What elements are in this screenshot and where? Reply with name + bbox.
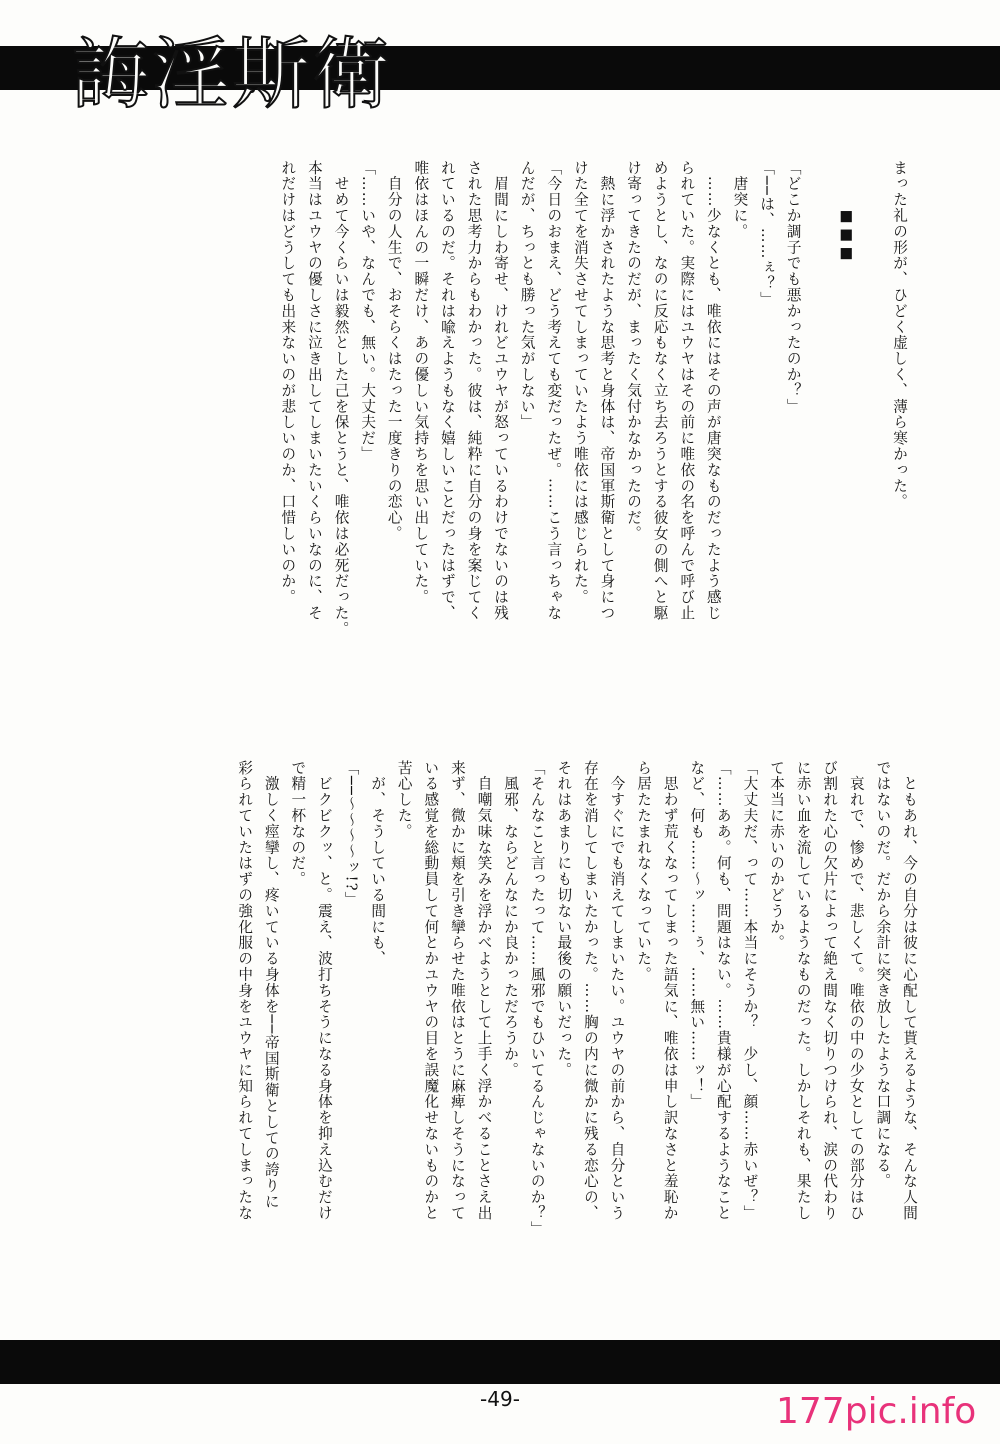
text-line: 本当はユウヤの優しさに泣き出してしまいたいくらいなのに、そ bbox=[305, 160, 323, 622]
text-line: 「……いや、なんでも、無い。大丈夫だ」 bbox=[359, 160, 377, 463]
text-line: 「今日のおまえ、どう考えても変だったぜ。……こう言っちゃな bbox=[545, 160, 563, 622]
footer-bar bbox=[0, 1340, 1000, 1384]
text-line: 「大丈夫だ、って……本当にそうか？ 少し、顔……赤いぜ？」 bbox=[741, 760, 759, 1222]
text-line: めようとし、なのに反応もなく立ち去ろうとする彼女の側へと駆 bbox=[651, 160, 669, 622]
text-line: れだけはどうしても出来ないのが悲しいのか、口惜しいのか。 bbox=[279, 160, 297, 606]
text-line: それはあまりにも切ない最後の願いだった。 bbox=[555, 760, 573, 1078]
text-line: 彩られていたはずの強化服の中身をユウヤに知られてしまったな bbox=[236, 760, 254, 1222]
text-line: 自分の人生で、おそらくはたった一度きりの恋心。 bbox=[385, 160, 403, 542]
text-line: 「どこか調子でも悪かったのか？」 bbox=[784, 160, 802, 415]
text-line: び割れた心の欠片によって絶え間なく切りつけられ、涙の代わり bbox=[821, 760, 839, 1222]
text-line bbox=[859, 160, 886, 720]
text-line: が、そうしている間にも、 bbox=[369, 760, 387, 967]
text-line: 今すぐにでも消えてしまいたい。ユウヤの前から、自分という bbox=[608, 760, 626, 1222]
text-block-top bbox=[274, 160, 912, 720]
text-line: ら居たたまれなくなっていた。 bbox=[635, 760, 653, 983]
page-number: -49- bbox=[480, 1387, 520, 1411]
text-line: 風邪、ならどんなにか良かっただろうか。 bbox=[502, 760, 520, 1078]
text-line: に赤い血を流しているようなものだった。しかしそれも、果たし bbox=[794, 760, 812, 1222]
text-line: で精一杯なのだ。 bbox=[289, 760, 307, 888]
text-line: んだが、ちっとも勝った気がしない」 bbox=[518, 160, 536, 431]
page-title: 誨淫斯衛 bbox=[72, 30, 393, 120]
text-line: 自嘲気味な笑みを浮かべようとして上手く浮かべることさえ出 bbox=[475, 760, 493, 1222]
text-line: 思わず荒くなってしまった語気に、唯依は申し訳なさと羞恥か bbox=[661, 760, 679, 1222]
text-line: 来ず、微かに頬を引き攣らせた唯依はとうに麻痺しそうになって bbox=[448, 760, 466, 1222]
text-line: せめて今くらいは毅然とした己を保とうと、唯依は必死だった。 bbox=[332, 160, 350, 637]
text-line: など、何も……～ッ……ぅ、……無い……ッ！」 bbox=[688, 760, 706, 1110]
text-line: ……少なくとも、唯依にはその声が唐突なものだったよう感じ bbox=[704, 160, 722, 622]
text-line: 存在を消してしまいたかった。……胸の内に微かに残る恋心の、 bbox=[581, 760, 599, 1222]
text-line: て本当に赤いのかどうか。 bbox=[768, 760, 786, 951]
text-line: 唐突に。 bbox=[731, 160, 749, 240]
text-line: 熱に浮かされたような思考と身体は、帝国軍斯衛として身につ bbox=[598, 160, 616, 622]
watermark: 177pic.info bbox=[776, 1391, 977, 1432]
text-line: けた全てを消失させてしまっていたよう唯依には感じられた。 bbox=[571, 160, 589, 606]
text-line: 「──～～～～ッ!?」 bbox=[342, 760, 360, 908]
text-line: け寄ってきたのだが、まったく気付かなかったのだ。 bbox=[625, 160, 643, 542]
text-line bbox=[806, 160, 833, 720]
text-line: ともあれ、今の自分は彼に心配して貰えるような、そんな人間 bbox=[901, 760, 918, 1222]
text-line: 苦心した。 bbox=[395, 760, 413, 840]
text-line: ビクビクッ、と。震え、波打ちそうになる身体を抑え込むだけ bbox=[315, 760, 333, 1222]
text-line: 「──は、……ぇ？」 bbox=[758, 160, 776, 308]
text-line: 「そんなこと言ったって……風邪でもひいてるんじゃないのか？」 bbox=[528, 760, 546, 1237]
text-line: 「……ああ。何も、問題はない。……貴様が心配するようなこと bbox=[714, 760, 732, 1222]
text-line: 眉間にしわ寄せ、けれどユウヤが怒っているわけでないのは残 bbox=[492, 160, 510, 622]
text-line: れているのだ。それは喩えようもなく嬉しいことだったはずで、 bbox=[438, 160, 456, 622]
text-line: 唯依はほんの一瞬だけ、あの優しい気持ちを思い出していた。 bbox=[412, 160, 430, 606]
text-line: された思考力からもわかった。彼は、純粋に自分の身を案じてく bbox=[465, 160, 483, 622]
text-line: まった礼の形が、ひどく虚しく、薄ら寒かった。 bbox=[891, 160, 908, 510]
text-line: ■■■ bbox=[837, 160, 855, 263]
text-line: いる感覚を総動員して何とかユウヤの目を誤魔化せないものかと bbox=[422, 760, 440, 1222]
text-line: 哀れで、惨めで、悲しくて。唯依の中の少女としての部分はひ bbox=[847, 760, 865, 1222]
text-line: 激しく痙攣し、疼いている身体を──帝国斯衛としての誇りに bbox=[262, 760, 280, 1210]
text-block-bottom bbox=[231, 760, 922, 1320]
text-line: られていた。実際にはユウヤはその前に唯依の名を呼んで呼び止 bbox=[678, 160, 696, 622]
text-line: ではないのだ。だから余計に突き放したような口調になる。 bbox=[874, 760, 892, 1190]
